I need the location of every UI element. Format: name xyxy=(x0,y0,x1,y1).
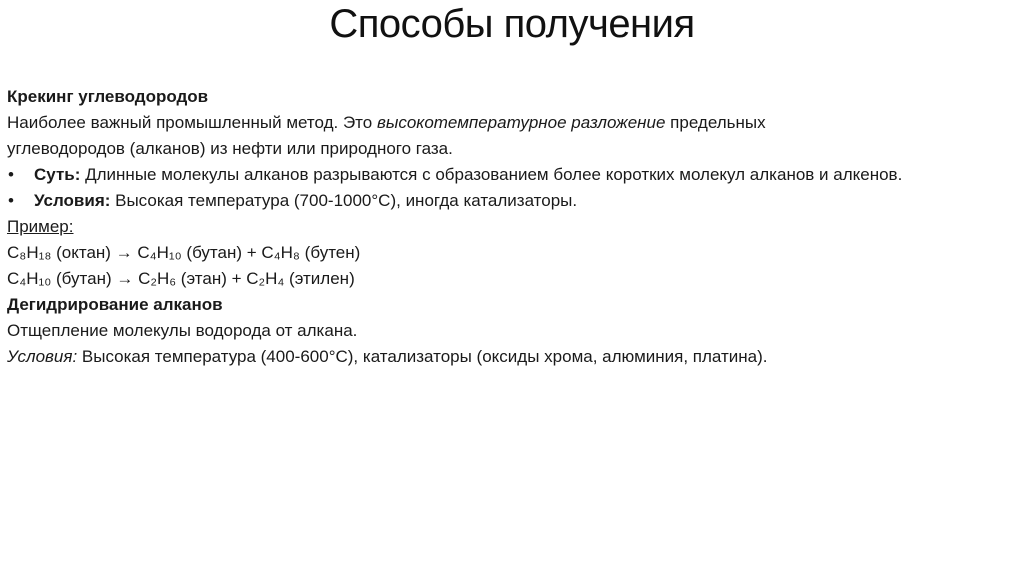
cracking-intro-text: Наиболее важный промышленный метод. Это xyxy=(7,113,377,132)
dehydrogenation-heading: Дегидрирование алканов xyxy=(7,295,223,314)
dehydrogenation-conditions-body: Высокая температура (400-600°C), катализаторы (оксиды хрома, алюминия, платина). xyxy=(77,347,768,366)
conditions-label: Условия: xyxy=(34,191,111,210)
bullet-icon: • xyxy=(8,165,14,184)
essence-body: Длинные молекулы алканов разрываются с образованием более коротких молекул алканов и алкенов. xyxy=(80,165,903,184)
cracking-intro-line1 xyxy=(7,110,1007,136)
example-label: Пример: xyxy=(7,217,74,236)
essence-label: Суть: xyxy=(34,165,81,184)
cracking-bullet-conditions xyxy=(7,188,1007,214)
cracking-conditions-text xyxy=(34,188,984,214)
cracking-intro-line2: углеводородов (алканов) из нефти или природного газа. xyxy=(7,139,453,158)
conditions-body: Высокая температура (700-1000°C), иногда катализаторы. xyxy=(110,191,578,210)
dehydrogenation-conditions-label: Условия: xyxy=(7,347,78,366)
slide-title: Способы получения xyxy=(329,2,695,46)
reaction-octane: C₈H₁₈ (октан) → C₄H₁₀ (бутан) + C₄H₈ (бутен) xyxy=(7,243,361,262)
reaction-butane: C₄H₁₀ (бутан) → C₂H₆ (этан) + C₂H₄ (этилен) xyxy=(7,269,355,288)
cracking-heading: Крекинг углеводородов xyxy=(7,87,209,106)
cracking-bullet-essence xyxy=(7,162,1007,188)
dehydrogenation-description: Отщепление молекулы водорода от алкана. xyxy=(7,321,358,340)
cracking-essence-text xyxy=(34,162,984,188)
cracking-intro-emphasis: высокотемпературное разложение xyxy=(376,113,666,132)
cracking-intro-tail: предельных xyxy=(665,113,766,132)
bullet-icon: • xyxy=(8,191,14,210)
slide-content xyxy=(7,84,1007,370)
dehydrogenation-conditions xyxy=(7,344,1007,370)
